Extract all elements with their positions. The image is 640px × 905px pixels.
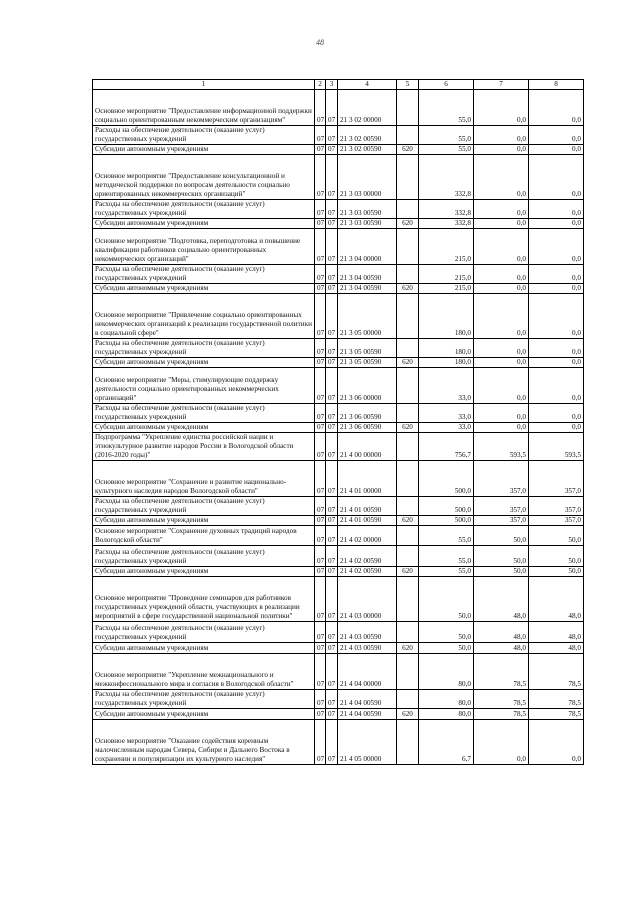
amount-cell: 0,0 [474, 368, 529, 404]
header-cell: 6 [419, 80, 474, 90]
expense-type-cell [397, 339, 419, 358]
target-article-cell: 21 4 04 00000 [338, 654, 397, 690]
amount-cell: 0,0 [474, 126, 529, 145]
target-article-cell: 21 3 06 00000 [338, 368, 397, 404]
expense-type-cell [397, 461, 419, 497]
section-code-cell: 07 [315, 155, 326, 200]
expense-type-cell [397, 622, 419, 643]
row-name-cell: Субсидии автономным учреждениям [93, 423, 315, 433]
table-row [93, 709, 584, 720]
amount-cell: 500,0 [419, 497, 474, 516]
subsection-code-cell: 07 [326, 90, 338, 126]
amount-cell: 0,0 [529, 229, 584, 265]
amount-cell: 50,0 [474, 526, 529, 546]
subsection-code-cell: 07 [326, 339, 338, 358]
amount-cell: 215,0 [419, 229, 474, 265]
section-code-cell: 07 [315, 200, 326, 219]
amount-cell: 33,0 [419, 368, 474, 404]
amount-cell: 55,0 [419, 567, 474, 577]
amount-cell: 55,0 [419, 526, 474, 546]
amount-cell: 0,0 [529, 294, 584, 339]
section-code-cell: 07 [315, 497, 326, 516]
target-article-cell: 21 4 02 00590 [338, 567, 397, 577]
target-article-cell: 21 4 01 00590 [338, 497, 397, 516]
expense-type-cell: 620 [397, 567, 419, 577]
expense-type-cell: 620 [397, 423, 419, 433]
expense-type-cell [397, 200, 419, 219]
table-row [93, 546, 584, 567]
expense-type-cell [397, 126, 419, 145]
subsection-code-cell: 07 [326, 461, 338, 497]
amount-cell: 48,0 [529, 577, 584, 622]
expense-type-cell [397, 720, 419, 765]
table-row [93, 229, 584, 265]
row-name-cell: Субсидии автономным учреждениям [93, 358, 315, 368]
row-name-cell: Основное мероприятие "Оказание содействия коренным малочисленным народам Севера, Сибири и Дальнего Востока в сохранении и популяризации их культурного наследия" [93, 720, 315, 765]
table-row [93, 643, 584, 654]
subsection-code-cell: 07 [326, 404, 338, 423]
amount-cell: 332,8 [419, 219, 474, 229]
section-code-cell: 07 [315, 265, 326, 284]
table-row [93, 720, 584, 765]
section-code-cell: 07 [315, 690, 326, 709]
amount-cell: 50,0 [474, 567, 529, 577]
amount-cell: 0,0 [474, 284, 529, 294]
target-article-cell: 21 4 03 00590 [338, 622, 397, 643]
subsection-code-cell: 07 [326, 546, 338, 567]
expense-type-cell [397, 90, 419, 126]
expense-type-cell [397, 497, 419, 516]
expense-type-cell [397, 546, 419, 567]
header-cell: 3 [326, 80, 338, 90]
section-code-cell: 07 [315, 358, 326, 368]
target-article-cell: 21 4 04 00590 [338, 709, 397, 720]
amount-cell: 0,0 [474, 339, 529, 358]
amount-cell: 0,0 [529, 339, 584, 358]
section-code-cell: 07 [315, 284, 326, 294]
amount-cell: 0,0 [529, 155, 584, 200]
amount-cell: 0,0 [529, 423, 584, 433]
amount-cell: 0,0 [474, 200, 529, 219]
target-article-cell: 21 3 04 00590 [338, 265, 397, 284]
amount-cell: 0,0 [529, 358, 584, 368]
table-row [93, 461, 584, 497]
subsection-code-cell: 07 [326, 720, 338, 765]
amount-cell: 357,0 [529, 516, 584, 526]
section-code-cell: 07 [315, 90, 326, 126]
row-name-cell: Расходы на обеспечение деятельности (оказание услуг) государственных учреждений [93, 404, 315, 423]
subsection-code-cell: 07 [326, 709, 338, 720]
section-code-cell: 07 [315, 516, 326, 526]
subsection-code-cell: 07 [326, 284, 338, 294]
subsection-code-cell: 07 [326, 358, 338, 368]
expense-type-cell: 620 [397, 516, 419, 526]
section-code-cell: 07 [315, 526, 326, 546]
page-number: 48 [316, 38, 324, 47]
target-article-cell: 21 3 05 00000 [338, 294, 397, 339]
subsection-code-cell: 07 [326, 690, 338, 709]
amount-cell: 48,0 [474, 577, 529, 622]
section-code-cell: 07 [315, 622, 326, 643]
row-name-cell: Основное мероприятие "Меры, стимулирующие поддержку деятельности социально ориентированных некоммерческих организаций" [93, 368, 315, 404]
amount-cell: 80,0 [419, 709, 474, 720]
amount-cell: 48,0 [529, 622, 584, 643]
header-cell: 5 [397, 80, 419, 90]
table-row [93, 526, 584, 546]
target-article-cell: 21 4 01 00590 [338, 516, 397, 526]
amount-cell: 33,0 [419, 404, 474, 423]
amount-cell: 50,0 [529, 526, 584, 546]
amount-cell: 6,7 [419, 720, 474, 765]
section-code-cell: 07 [315, 433, 326, 461]
target-article-cell: 21 4 04 00590 [338, 690, 397, 709]
amount-cell: 0,0 [474, 90, 529, 126]
expense-type-cell: 620 [397, 643, 419, 654]
header-cell: 8 [529, 80, 584, 90]
row-name-cell: Субсидии автономным учреждениям [93, 219, 315, 229]
expense-type-cell: 620 [397, 709, 419, 720]
subsection-code-cell: 07 [326, 200, 338, 219]
header-cell: 2 [315, 80, 326, 90]
subsection-code-cell: 07 [326, 126, 338, 145]
section-code-cell: 07 [315, 567, 326, 577]
row-name-cell: Субсидии автономным учреждениям [93, 284, 315, 294]
target-article-cell: 21 3 06 00590 [338, 423, 397, 433]
amount-cell: 80,0 [419, 690, 474, 709]
row-name-cell: Расходы на обеспечение деятельности (оказание услуг) государственных учреждений [93, 497, 315, 516]
row-name-cell: Основное мероприятие "Сохранение духовных традиций народов Вологодской области" [93, 526, 315, 546]
row-name-cell: Основное мероприятие "Укрепление межнационального и межконфессионального мира и согласия в Вологодской области" [93, 654, 315, 690]
amount-cell: 0,0 [529, 368, 584, 404]
header-cell: 4 [338, 80, 397, 90]
table-row [93, 219, 584, 229]
subsection-code-cell: 07 [326, 526, 338, 546]
subsection-code-cell: 07 [326, 219, 338, 229]
amount-cell: 50,0 [419, 643, 474, 654]
target-article-cell: 21 3 03 00590 [338, 219, 397, 229]
table-row [93, 622, 584, 643]
table-row [93, 368, 584, 404]
target-article-cell: 21 4 03 00000 [338, 577, 397, 622]
subsection-code-cell: 07 [326, 433, 338, 461]
amount-cell: 0,0 [474, 265, 529, 284]
expense-type-cell [397, 155, 419, 200]
section-code-cell: 07 [315, 577, 326, 622]
subsection-code-cell: 07 [326, 368, 338, 404]
amount-cell: 78,5 [529, 690, 584, 709]
expense-type-cell [397, 229, 419, 265]
section-code-cell: 07 [315, 720, 326, 765]
row-name-cell: Подпрограмма "Укрепление единства российской нации и этнокультурное развитие народов России в Вологодской области (2016-2020 годы)" [93, 433, 315, 461]
section-code-cell: 07 [315, 709, 326, 720]
subsection-code-cell: 07 [326, 643, 338, 654]
row-name-cell: Расходы на обеспечение деятельности (оказание услуг) государственных учреждений [93, 622, 315, 643]
amount-cell: 80,0 [419, 654, 474, 690]
amount-cell: 0,0 [474, 219, 529, 229]
row-name-cell: Основное мероприятие "Предоставление консультационной и методической поддержки по вопросам деятельности социально ориентированных некоммерческих организаций" [93, 155, 315, 200]
expense-type-cell [397, 577, 419, 622]
amount-cell: 332,8 [419, 200, 474, 219]
amount-cell: 357,0 [474, 516, 529, 526]
expense-type-cell: 620 [397, 219, 419, 229]
budget-table-body [93, 80, 584, 765]
amount-cell: 0,0 [529, 219, 584, 229]
table-row [93, 90, 584, 126]
expense-type-cell: 620 [397, 358, 419, 368]
amount-cell: 50,0 [529, 546, 584, 567]
row-name-cell: Основное мероприятие "Предоставление информационной поддержки социально ориентированным некоммерческим организациям" [93, 90, 315, 126]
expense-type-cell [397, 404, 419, 423]
amount-cell: 48,0 [474, 643, 529, 654]
amount-cell: 0,0 [474, 423, 529, 433]
amount-cell: 0,0 [474, 229, 529, 265]
row-name-cell: Основное мероприятие "Проведение семинаров для работников государственных учреждений области, участвующих в реализации мероприятий в сфере государственной национальной политики" [93, 577, 315, 622]
expense-type-cell [397, 433, 419, 461]
amount-cell: 48,0 [529, 643, 584, 654]
amount-cell: 357,0 [529, 497, 584, 516]
section-code-cell: 07 [315, 145, 326, 155]
subsection-code-cell: 07 [326, 577, 338, 622]
section-code-cell: 07 [315, 219, 326, 229]
row-name-cell: Субсидии автономным учреждениям [93, 145, 315, 155]
table-row [93, 155, 584, 200]
section-code-cell: 07 [315, 368, 326, 404]
expense-type-cell [397, 265, 419, 284]
row-name-cell: Субсидии автономным учреждениям [93, 643, 315, 654]
section-code-cell: 07 [315, 423, 326, 433]
amount-cell: 0,0 [474, 294, 529, 339]
amount-cell: 0,0 [529, 404, 584, 423]
section-code-cell: 07 [315, 404, 326, 423]
amount-cell: 0,0 [474, 720, 529, 765]
target-article-cell: 21 3 04 00000 [338, 229, 397, 265]
amount-cell: 78,5 [474, 709, 529, 720]
amount-cell: 0,0 [474, 145, 529, 155]
table-row [93, 200, 584, 219]
amount-cell: 55,0 [419, 126, 474, 145]
row-name-cell: Расходы на обеспечение деятельности (оказание услуг) государственных учреждений [93, 200, 315, 219]
section-code-cell: 07 [315, 339, 326, 358]
table-row [93, 404, 584, 423]
amount-cell: 0,0 [529, 265, 584, 284]
amount-cell: 332,8 [419, 155, 474, 200]
table-header-row [93, 80, 584, 90]
row-name-cell: Расходы на обеспечение деятельности (оказание услуг) государственных учреждений [93, 265, 315, 284]
target-article-cell: 21 3 05 00590 [338, 339, 397, 358]
row-name-cell: Субсидии автономным учреждениям [93, 709, 315, 720]
expense-type-cell: 620 [397, 284, 419, 294]
table-row [93, 654, 584, 690]
amount-cell: 0,0 [474, 404, 529, 423]
table-row [93, 423, 584, 433]
amount-cell: 180,0 [419, 294, 474, 339]
target-article-cell: 21 3 02 00590 [338, 145, 397, 155]
amount-cell: 215,0 [419, 265, 474, 284]
amount-cell: 500,0 [419, 461, 474, 497]
table-row [93, 265, 584, 284]
expense-type-cell [397, 526, 419, 546]
target-article-cell: 21 3 05 00590 [338, 358, 397, 368]
section-code-cell: 07 [315, 229, 326, 265]
target-article-cell: 21 3 06 00590 [338, 404, 397, 423]
amount-cell: 50,0 [419, 622, 474, 643]
table-row [93, 284, 584, 294]
header-cell: 1 [93, 80, 315, 90]
row-name-cell: Субсидии автономным учреждениям [93, 567, 315, 577]
amount-cell: 357,0 [474, 497, 529, 516]
amount-cell: 593,5 [474, 433, 529, 461]
subsection-code-cell: 07 [326, 516, 338, 526]
expense-type-cell [397, 294, 419, 339]
section-code-cell: 07 [315, 126, 326, 145]
amount-cell: 55,0 [419, 145, 474, 155]
budget-table [92, 79, 584, 765]
subsection-code-cell: 07 [326, 622, 338, 643]
amount-cell: 0,0 [529, 200, 584, 219]
expense-type-cell [397, 690, 419, 709]
row-name-cell: Расходы на обеспечение деятельности (оказание услуг) государственных учреждений [93, 546, 315, 567]
subsection-code-cell: 07 [326, 229, 338, 265]
subsection-code-cell: 07 [326, 265, 338, 284]
amount-cell: 50,0 [474, 546, 529, 567]
table-row [93, 294, 584, 339]
amount-cell: 357,0 [474, 461, 529, 497]
subsection-code-cell: 07 [326, 423, 338, 433]
table-row [93, 567, 584, 577]
amount-cell: 357,0 [529, 461, 584, 497]
row-name-cell: Расходы на обеспечение деятельности (оказание услуг) государственных учреждений [93, 339, 315, 358]
row-name-cell: Основное мероприятие "Привлечение социально ориентированных некоммерческих организаций к реализации государственной политики в социальной сфере" [93, 294, 315, 339]
target-article-cell: 21 4 00 00000 [338, 433, 397, 461]
row-name-cell: Основное мероприятие "Сохранение и развитие национально-культурного наследия народов Вологодской области" [93, 461, 315, 497]
subsection-code-cell: 07 [326, 567, 338, 577]
target-article-cell: 21 4 02 00590 [338, 546, 397, 567]
target-article-cell: 21 3 02 00000 [338, 90, 397, 126]
target-article-cell: 21 3 02 00590 [338, 126, 397, 145]
table-row [93, 358, 584, 368]
amount-cell: 50,0 [419, 577, 474, 622]
amount-cell: 215,0 [419, 284, 474, 294]
amount-cell: 593,5 [529, 433, 584, 461]
table-row [93, 145, 584, 155]
table-row [93, 433, 584, 461]
subsection-code-cell: 07 [326, 294, 338, 339]
amount-cell: 55,0 [419, 546, 474, 567]
target-article-cell: 21 3 03 00590 [338, 200, 397, 219]
amount-cell: 48,0 [474, 622, 529, 643]
amount-cell: 0,0 [529, 90, 584, 126]
table-row [93, 516, 584, 526]
row-name-cell: Субсидии автономным учреждениям [93, 516, 315, 526]
amount-cell: 33,0 [419, 423, 474, 433]
section-code-cell: 07 [315, 654, 326, 690]
table-row [93, 497, 584, 516]
amount-cell: 55,0 [419, 90, 474, 126]
table-row [93, 577, 584, 622]
target-article-cell: 21 3 03 00000 [338, 155, 397, 200]
amount-cell: 0,0 [529, 145, 584, 155]
row-name-cell: Основное мероприятие "Подготовка, переподготовка и повышение квалификации работников социально ориентированных некоммерческих организаций" [93, 229, 315, 265]
subsection-code-cell: 07 [326, 654, 338, 690]
table-row [93, 126, 584, 145]
target-article-cell: 21 4 02 00000 [338, 526, 397, 546]
amount-cell: 180,0 [419, 358, 474, 368]
expense-type-cell: 620 [397, 145, 419, 155]
amount-cell: 0,0 [529, 126, 584, 145]
amount-cell: 500,0 [419, 516, 474, 526]
expense-type-cell [397, 368, 419, 404]
section-code-cell: 07 [315, 461, 326, 497]
amount-cell: 180,0 [419, 339, 474, 358]
table-row [93, 690, 584, 709]
amount-cell: 0,0 [529, 720, 584, 765]
amount-cell: 756,7 [419, 433, 474, 461]
row-name-cell: Расходы на обеспечение деятельности (оказание услуг) государственных учреждений [93, 690, 315, 709]
amount-cell: 0,0 [529, 284, 584, 294]
amount-cell: 50,0 [529, 567, 584, 577]
amount-cell: 0,0 [474, 358, 529, 368]
amount-cell: 78,5 [474, 690, 529, 709]
expense-type-cell [397, 654, 419, 690]
target-article-cell: 21 4 01 00000 [338, 461, 397, 497]
subsection-code-cell: 07 [326, 497, 338, 516]
amount-cell: 78,5 [529, 709, 584, 720]
target-article-cell: 21 3 04 00590 [338, 284, 397, 294]
amount-cell: 0,0 [474, 155, 529, 200]
amount-cell: 78,5 [474, 654, 529, 690]
section-code-cell: 07 [315, 546, 326, 567]
row-name-cell: Расходы на обеспечение деятельности (оказание услуг) государственных учреждений [93, 126, 315, 145]
section-code-cell: 07 [315, 643, 326, 654]
header-cell: 7 [474, 80, 529, 90]
target-article-cell: 21 4 05 00000 [338, 720, 397, 765]
subsection-code-cell: 07 [326, 145, 338, 155]
table-row [93, 339, 584, 358]
subsection-code-cell: 07 [326, 155, 338, 200]
section-code-cell: 07 [315, 294, 326, 339]
amount-cell: 78,5 [529, 654, 584, 690]
target-article-cell: 21 4 03 00590 [338, 643, 397, 654]
